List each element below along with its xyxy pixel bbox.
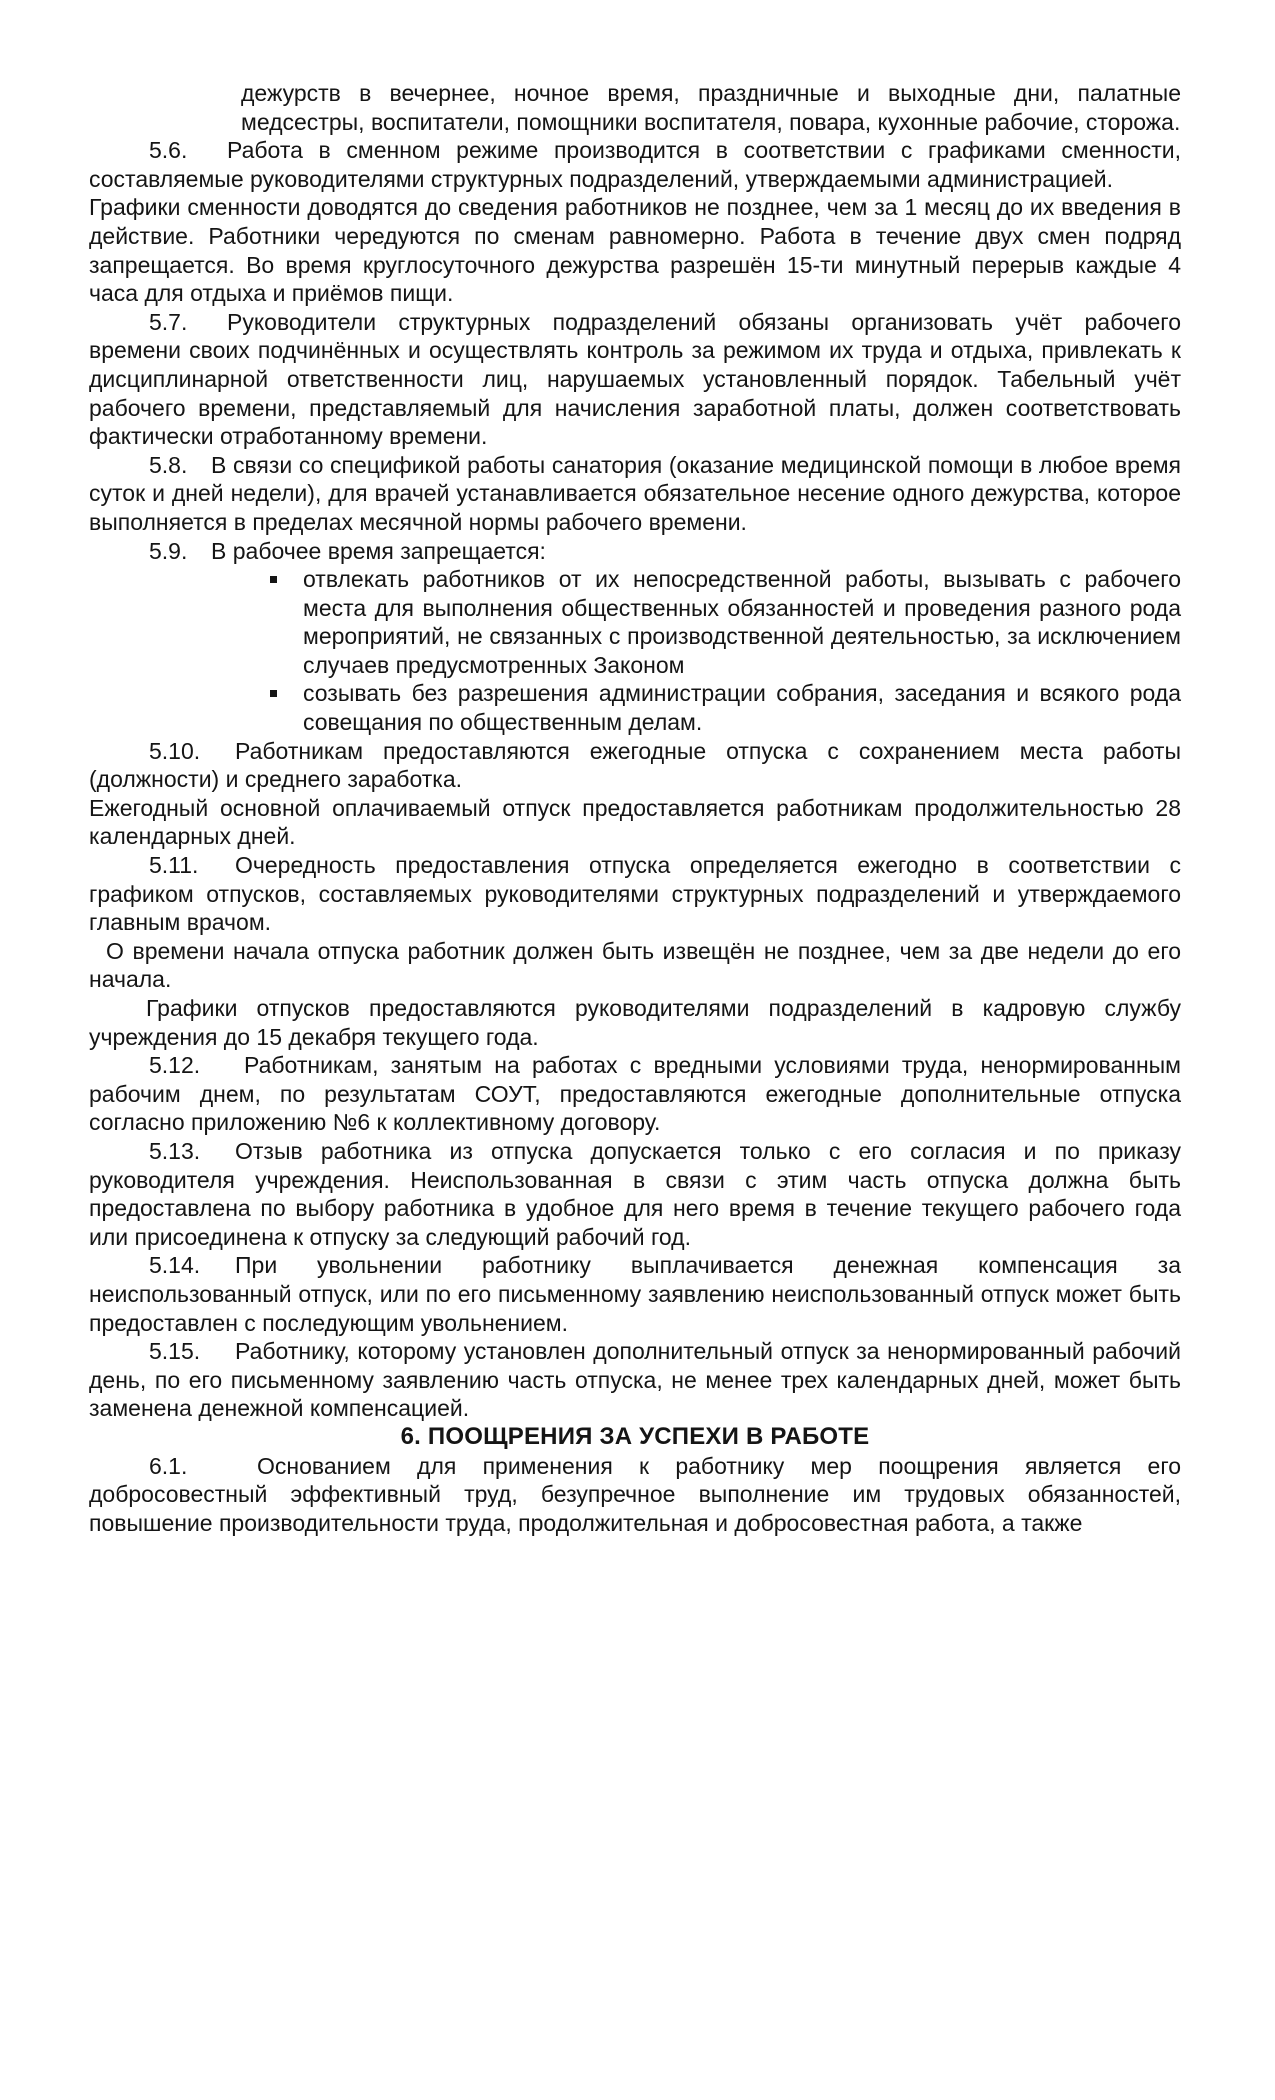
clause-text: Отзыв работника из отпуска допускается только с его согласия и по приказу руководителя учреждения. Неиспользованная в связи с этим часть отпуска должна быть предоставлена по выбору работника в удобное для него время в течение текущего рабочего года или присоединена к отпуску за следующий рабочий год. [89, 1137, 1181, 1250]
paragraph-5-6 [89, 136, 1181, 193]
paragraph-5-11-notice: О времени начала отпуска работник должен быть извещён не позднее, чем за две недели до его начала. [89, 937, 1181, 993]
clause-number: 5.12. [149, 1052, 201, 1079]
clause-text: Работнику, которому установлен дополнительный отпуск за ненормированный рабочий день, по его письменному заявлению часть отпуска, не менее трех календарных дней, может быть заменена денежной компенсацией. [89, 1338, 1181, 1422]
clause-text: Основанием для применения к работнику мер поощрения является его добросовестный эффективный труд, безупречное выполнение им трудовых обязанностей, повышение производительности труда, продолжительная и добросовестная работа, а также [89, 1452, 1181, 1536]
clause-number: 5.8. [149, 451, 188, 478]
clause-text: Очередность предоставления отпуска определяется ежегодно в соответствии с графиком отпусков, составляемых руководителями структурных подразделений и утверждаемого главным врачом. [89, 852, 1181, 936]
clause-number: 5.11. [149, 852, 199, 879]
clause-text: При увольнении работнику выплачивается денежная компенсация за неиспользованный отпуск, или по его письменному заявлению неиспользованный отпуск может быть предоставлен с последующим увольнением. [89, 1252, 1181, 1336]
clause-text: В рабочее время запрещается: [211, 537, 546, 564]
paragraph-5-13 [89, 1137, 1181, 1251]
paragraph-5-7 [89, 308, 1181, 451]
clause-number: 5.15. [149, 1338, 201, 1365]
paragraph-5-6-schedules: Графики сменности доводятся до сведения работников не позднее, чем за 1 месяц до их введения в действие. Работники чередуются по сменам равномерно. Работа в течение двух смен подряд запрещается. Во время круглосуточного дежурства разрешён 15-ти минутный перерыв каждые 4 часа для отдыха и приёмов пищи. [89, 194, 1181, 307]
clause-text: Работникам предоставляются ежегодные отпуска с сохранением места работы (должности) и среднего заработка. [89, 737, 1181, 793]
bullet-item: отвлекать работников от их непосредственной работы, вызывать с рабочего места для выполнения общественных обязанностей и проведения разного рода мероприятий, не связанных с производственной деятельностью, за исключением случаев предусмотренных Законом [89, 565, 1181, 679]
paragraph-5-15 [89, 1337, 1181, 1423]
clause-number: 5.7. [149, 308, 188, 335]
paragraph-5-11 [89, 851, 1181, 937]
paragraph-5-9 [89, 537, 1181, 566]
paragraph-5-10-leave: Ежегодный основной оплачиваемый отпуск предоставляется работникам продолжительностью 28 календарных дней. [89, 794, 1181, 850]
paragraph-5-14 [89, 1251, 1181, 1337]
paragraph-5-12 [89, 1051, 1181, 1137]
clause-number: 5.9. [149, 537, 188, 564]
section-heading: 6. ПООЩРЕНИЯ ЗА УСПЕХИ В РАБОТЕ [400, 1422, 870, 1450]
paragraph-5-10 [89, 737, 1181, 794]
bullet-item: созывать без разрешения администрации собрания, заседания и всякого рода совещания по общественным делам. [89, 679, 1181, 736]
clause-number: 5.13. [149, 1137, 201, 1164]
clause-number: 5.10. [149, 737, 201, 764]
paragraph-5-11-schedules: Графики отпусков предоставляются руководителями подразделений в кадровую службу учреждения до 15 декабря текущего года. [89, 995, 1181, 1050]
document-body [89, 79, 1181, 1537]
clause-text: Руководители структурных подразделений обязаны организовать учёт рабочего времени своих подчинённых и осуществлять контроль за режимом их труда и отдыха, привлекать к дисциплинарной ответственности лиц, нарушаемых установленный порядок. Табельный учёт рабочего времени, представляемый для начисления заработной платы, должен соответствовать фактически отработанному времени. [89, 308, 1181, 450]
paragraph-5-8 [89, 451, 1181, 537]
paragraph-continuation: дежурств в вечернее, ночное время, праздничные и выходные дни, палатные медсестры, воспитатели, помощники воспитателя, повара, кухонные рабочие, сторожа. [241, 80, 1181, 135]
clause-number: 6.1. [149, 1452, 188, 1479]
clause-text: В связи со спецификой работы санатория (оказание медицинской помощи в любое время суток и дней недели), для врачей устанавливается обязательное несение одного дежурства, которое выполняется в пределах месячной нормы рабочего времени. [89, 451, 1181, 535]
clause-text: Работа в сменном режиме производится в соответствии с графиками сменности, составляемые руководителями структурных подразделений, утверждаемыми администрацией. [89, 137, 1181, 192]
clause-number: 5.6. [149, 137, 188, 164]
clause-number: 5.14. [149, 1252, 201, 1279]
paragraph-6-1 [89, 1452, 1181, 1538]
clause-text: Работникам, занятым на работах с вредными условиями труда, ненормированным рабочим днем, по результатам СОУТ, предоставляются ежегодные дополнительные отпуска согласно приложению №6 к коллективному договору. [89, 1052, 1181, 1136]
